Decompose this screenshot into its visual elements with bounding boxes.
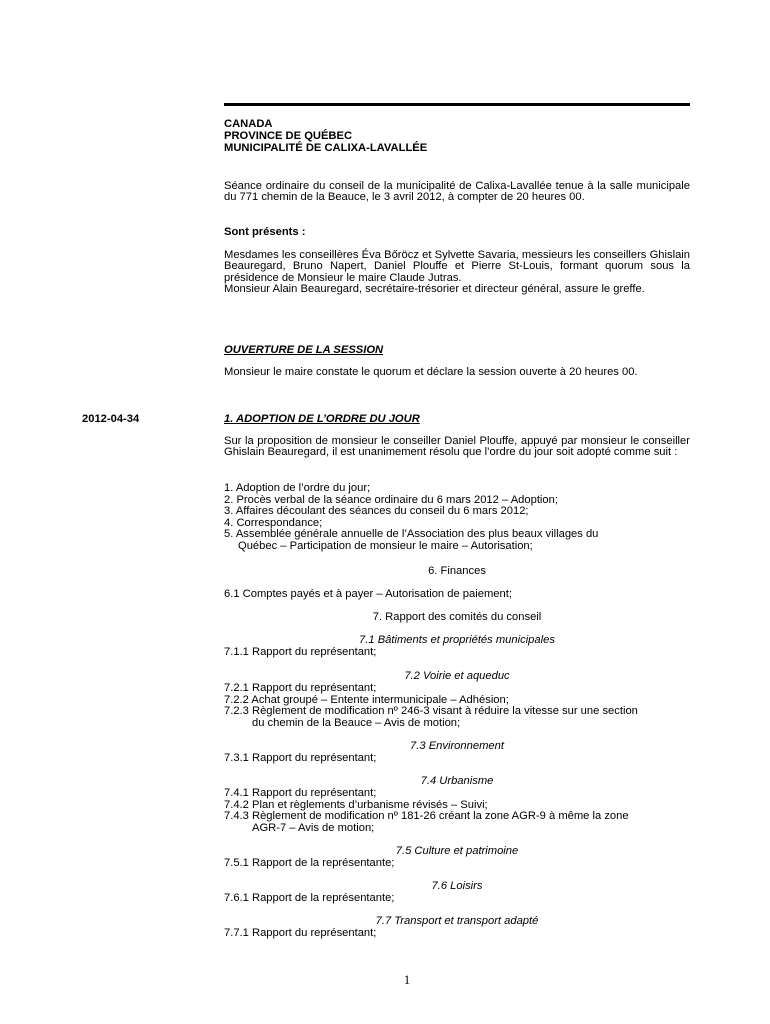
list-item: 2. Procès verbal de la séance ordinaire du 6 mars 2012 – Adoption; xyxy=(224,493,558,506)
list-item: 7.4.3 Règlement de modification nº 181-26 créant la zone AGR-9 à même la zone xyxy=(224,810,629,822)
opening-title: OUVERTURE DE LA SESSION xyxy=(224,344,384,356)
presents-paragraph: Mesdames les conseillères Éva Bőröcz et Sylvette Savaria, messieurs les conseillers Ghislain Beauregard, Bruno Napert, Daniel Plouffe et Pierre St-Louis, formant quorum sous la présidence de Monsieur le maire Claude Jutras. xyxy=(224,249,690,284)
document-header xyxy=(224,118,427,154)
list-item: 7.1.1 Rapport du représentant; xyxy=(224,646,377,658)
list-item: 3. Affaires découlant des séances du conseil du 6 mars 2012; xyxy=(224,505,529,517)
list-item: 7.2.2 Achat groupé – Entente intermunicipale – Adhésion; xyxy=(224,693,509,706)
list-item: 7.4.2 Plan et règlements d’urbanisme révisés – Suivi; xyxy=(224,798,488,811)
list-item: 1. Adoption de l’ordre du jour; xyxy=(224,482,371,494)
page-number: 1 xyxy=(403,973,411,987)
header-country: CANADA xyxy=(224,118,273,130)
presents-block xyxy=(224,250,690,296)
agenda-list xyxy=(224,483,690,552)
list-item: 7.7.1 Rapport du représentant; xyxy=(224,927,377,939)
header-province: PROVINCE DE QUÉBEC xyxy=(224,130,353,142)
subsection-heading: 7.7 Transport et transport adapté xyxy=(375,915,539,927)
subsection-heading: 7.1 Bâtiments et propriétés municipales xyxy=(359,634,555,646)
list-item: 7.4.1 Rapport du représentant; xyxy=(224,787,377,799)
intro-paragraph: Séance ordinaire du conseil de la municipalité de Calixa-Lavallée tenue à la salle municipale du 771 chemin de la Beauce, le 3 avril 2012, à compter de 20 heures 00. xyxy=(224,180,690,204)
header-municipality: MUNICIPALITÉ DE CALIXA-LAVALLÉE xyxy=(224,142,428,154)
presents-title: Sont présents : xyxy=(224,226,306,238)
subsection-heading: 7.4 Urbanisme xyxy=(420,775,494,787)
list-item: 4. Correspondance; xyxy=(224,516,323,529)
intro-block xyxy=(224,181,690,204)
resolution-number: 2012-04-34 xyxy=(82,413,140,425)
list-item: 7.6.1 Rapport de la représentante; xyxy=(224,892,395,904)
list-item: AGR-7 – Avis de motion; xyxy=(252,821,375,834)
list-item: 6.1 Comptes payés et à payer – Autorisation de paiement; xyxy=(224,588,512,600)
subsection-heading: 7.6 Loisirs xyxy=(431,880,483,892)
list-item: Québec – Participation de monsieur le maire – Autorisation; xyxy=(238,539,533,552)
list-item: 7.3.1 Rapport du représentant; xyxy=(224,752,377,764)
subsection-heading: 7.3 Environnement xyxy=(410,740,504,752)
resolution-paragraph: Sur la proposition de monsieur le conseiller Daniel Plouffe, appuyé par monsieur le conseiller Ghislain Beauregard, il est unanimement résolu que l’ordre du jour soit adopté comme suit : xyxy=(224,435,690,459)
list-item: 7.2.1 Rapport du représentant; xyxy=(224,682,377,694)
subsection-heading: 7.5 Culture et patrimoine xyxy=(395,845,519,857)
resolution-title: 1. ADOPTION DE L’ORDRE DU JOUR xyxy=(224,413,420,425)
agenda-7-4-list xyxy=(224,788,690,834)
list-item: 7.5.1 Rapport de la représentante; xyxy=(224,857,395,869)
opening-paragraph: Monsieur le maire constate le quorum et déclare la session ouverte à 20 heures 00. xyxy=(224,366,638,378)
list-item: du chemin de la Beauce – Avis de motion; xyxy=(252,716,461,729)
presents-paragraph-2: Monsieur Alain Beauregard, secrétaire-trésorier et directeur général, assure le greffe. xyxy=(224,283,645,296)
list-item: 7.2.3 Règlement de modification nº 246-3 visant à réduire la vitesse sur une section xyxy=(224,705,638,717)
subsection-heading: 7.2 Voirie et aqueduc xyxy=(404,670,510,682)
agenda-7-2-list xyxy=(224,683,690,729)
list-item: 5. Assemblée générale annuelle de l’Association des plus beaux villages du xyxy=(224,528,599,540)
finances-heading: 6. Finances xyxy=(428,565,486,577)
comites-heading: 7. Rapport des comités du conseil xyxy=(372,611,542,623)
header-rule xyxy=(224,103,690,106)
